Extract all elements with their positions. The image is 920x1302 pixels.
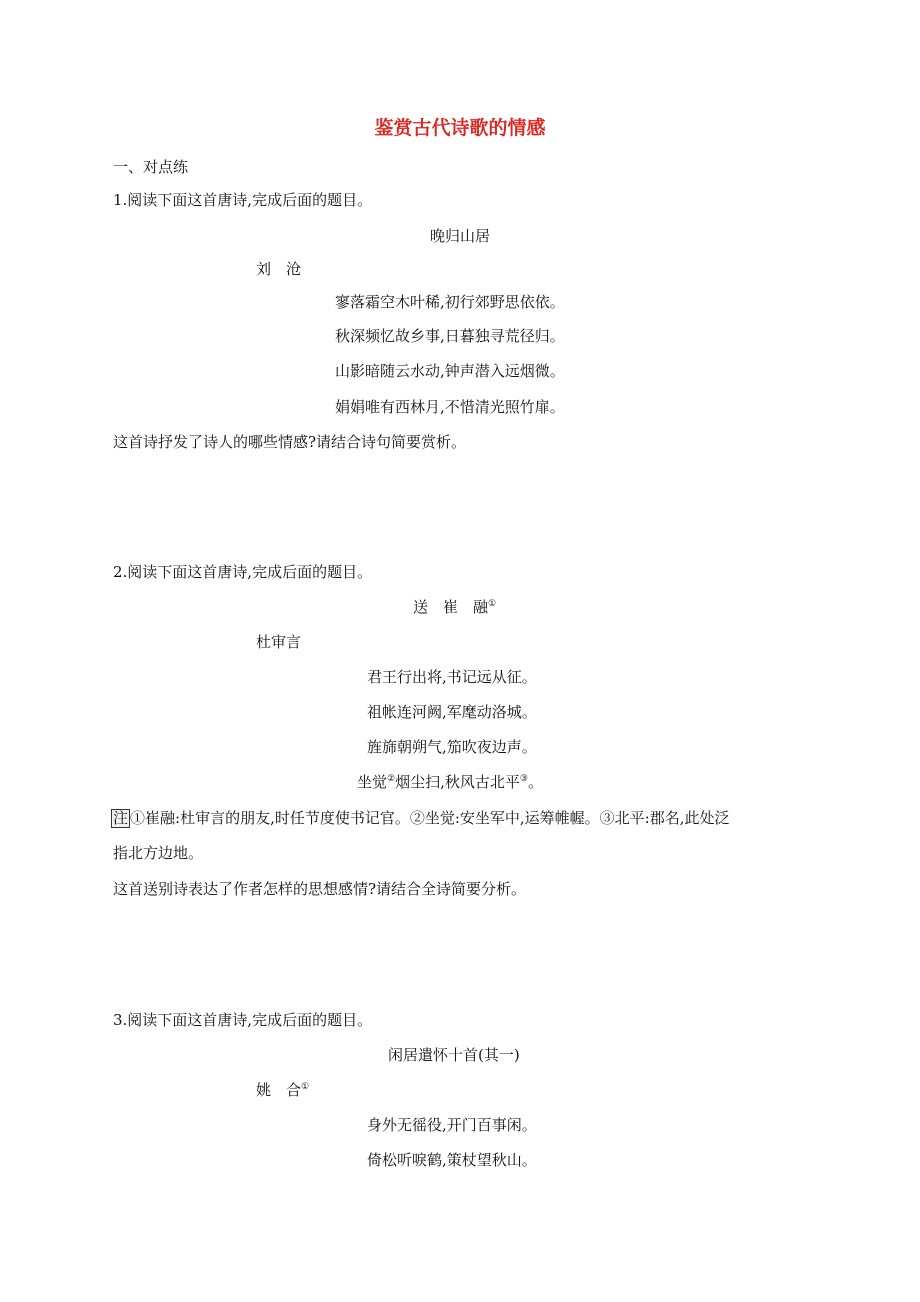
footnote-marker: ③	[519, 774, 528, 784]
poem-2-line-4-part-c: 。	[527, 773, 543, 791]
poem-2-author: 杜审言	[256, 633, 302, 651]
poem-2-title-text: 送 崔 融	[413, 598, 489, 616]
poem-2-line-3: 旌旆朝朔气,笳吹夜边声。	[367, 738, 537, 756]
footnote-marker: ①	[488, 599, 497, 609]
page-title: 鉴赏古代诗歌的情感	[374, 117, 546, 139]
annotation-line-1	[111, 808, 730, 828]
poem-3-line-2: 倚松听唳鹤,策杖望秋山。	[367, 1151, 537, 1169]
poem-2-title	[413, 597, 496, 617]
annotation-line-2: 指北方边地。	[113, 844, 204, 862]
annotation-label: 注	[113, 809, 129, 827]
annotation-text: ①崔融:杜审言的朋友,时任节度使书记官。②坐觉:安坐军中,运筹帷幄。③北平:郡名,此处泛	[130, 809, 730, 827]
poem-1-title: 晚归山居	[429, 227, 490, 245]
question-1-text: 这首诗抒发了诗人的哪些情感?请结合诗句简要赏析。	[113, 433, 467, 451]
poem-1-line-3: 山影暗随云水动,钟声潜入远烟微。	[335, 362, 565, 380]
section-heading: 一、对点练	[113, 158, 189, 176]
question-2-text: 这首送别诗表达了作者怎样的思想感情?请结合全诗简要分析。	[113, 880, 527, 898]
question-3-prompt: 3.阅读下面这首唐诗,完成后面的题目。	[113, 1011, 373, 1029]
poem-1-line-4: 娟娟唯有西林月,不惜清光照竹扉。	[335, 398, 565, 416]
poem-2-line-1: 君王行出将,书记远从征。	[367, 668, 537, 686]
poem-3-line-1: 身外无徭役,开门百事闲。	[367, 1116, 537, 1134]
poem-3-title: 闲居遣怀十首(其一)	[388, 1046, 520, 1064]
poem-2-line-4	[357, 772, 543, 792]
question-1-prompt: 1.阅读下面这首唐诗,完成后面的题目。	[113, 191, 373, 209]
footnote-marker: ①	[301, 1082, 310, 1092]
poem-1-author: 刘 沧	[256, 260, 302, 278]
poem-2-line-4-part-b: 烟尘扫,秋风古北平	[395, 773, 520, 791]
question-2-prompt: 2.阅读下面这首唐诗,完成后面的题目。	[113, 563, 373, 581]
poem-2-line-2: 祖帐连河阙,军麾动洛城。	[367, 703, 537, 721]
poem-3-author-text: 姚 合	[256, 1081, 302, 1099]
poem-3-author	[256, 1080, 309, 1100]
footnote-marker: ②	[387, 774, 396, 784]
poem-1-line-1: 寥落霜空木叶稀,初行郊野思依依。	[335, 293, 565, 311]
poem-1-line-2: 秋深频忆故乡事,日暮独寻荒径归。	[335, 327, 565, 345]
poem-2-line-4-part-a: 坐觉	[357, 773, 388, 791]
